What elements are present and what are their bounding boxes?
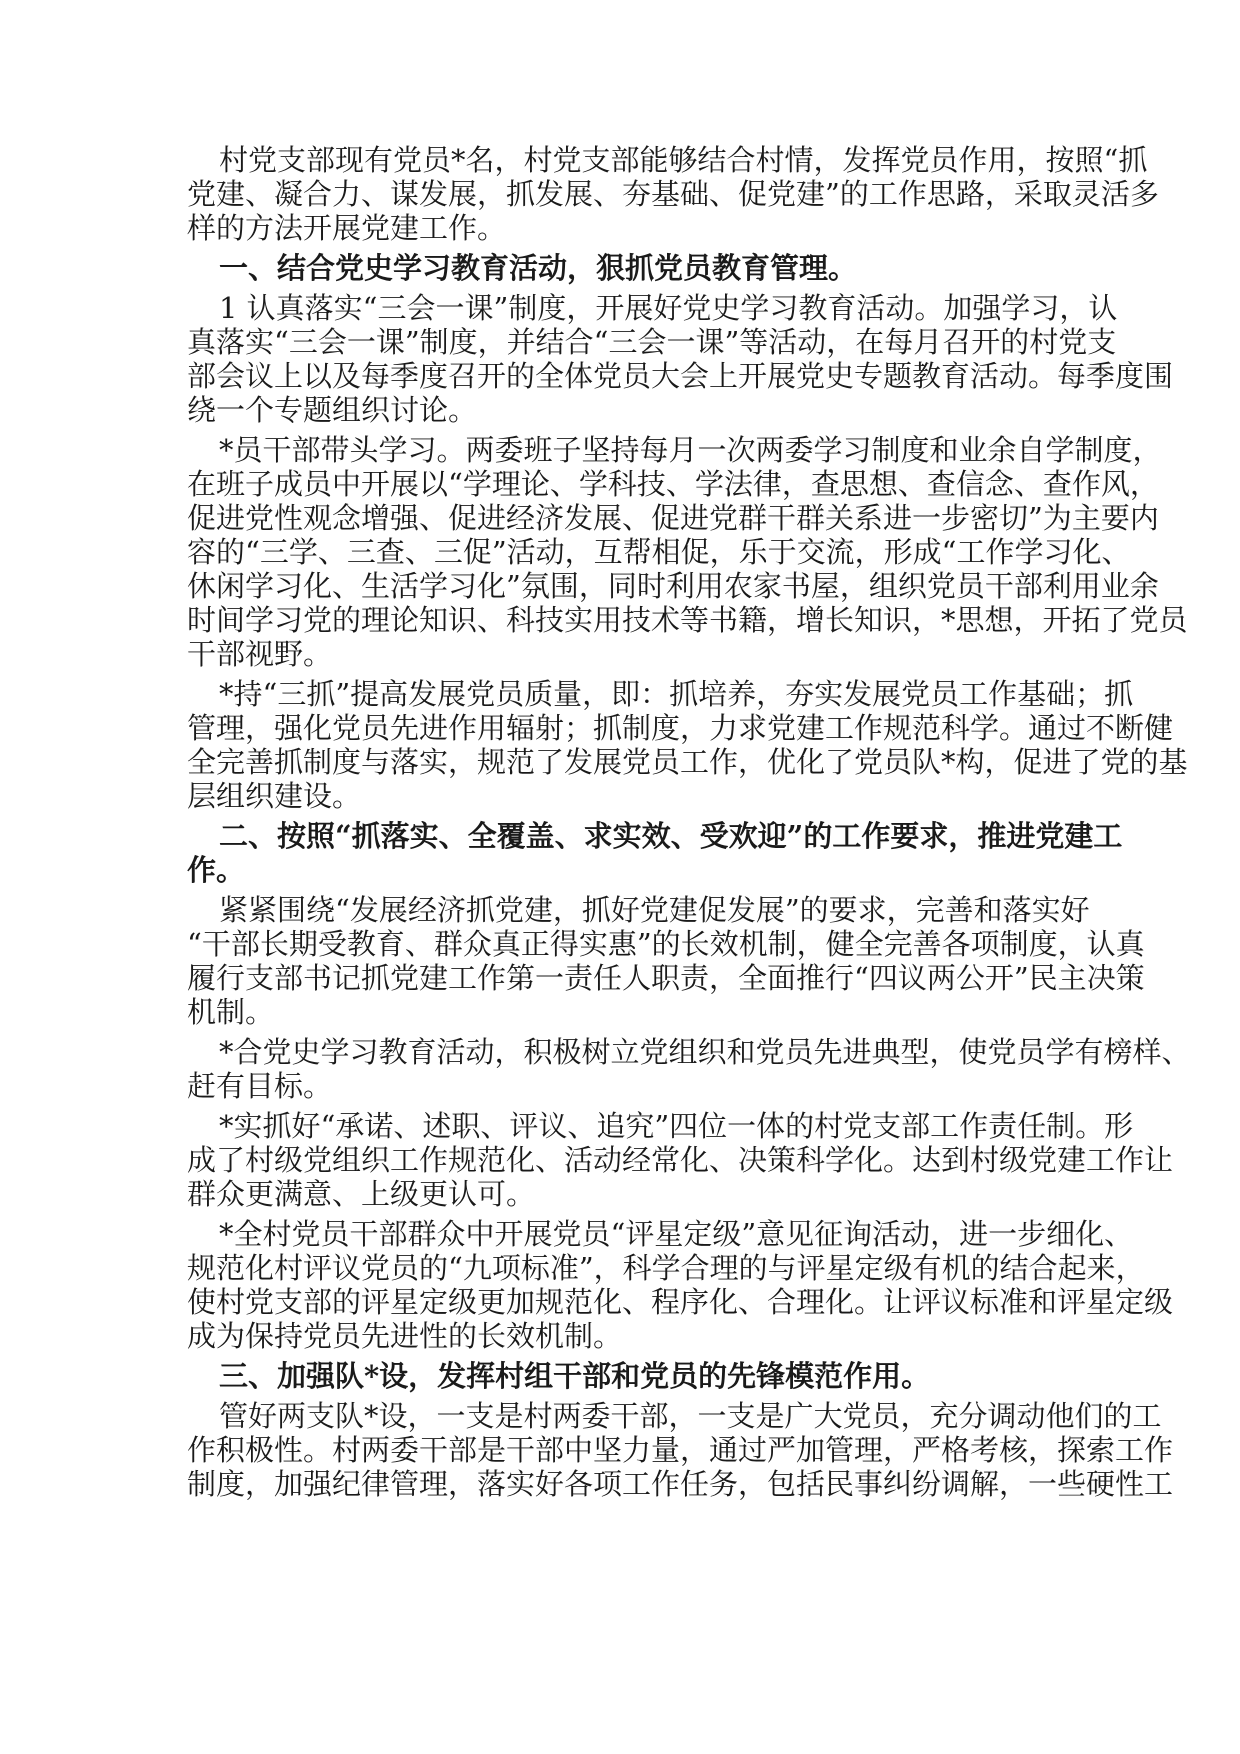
text-line: 村党支部现有党员*名，村党支部能够结合村情，发挥党员作用，按照“抓 [219,143,1148,177]
body-paragraph [187,1399,1174,1501]
text-line: *实抓好“承诺、述职、评议、追究”四位一体的村党支部工作责任制。形 [219,1109,1134,1143]
text-line: 作积极性。村两委干部是干部中坚力量，通过严加管理，严格考核，探索工作 [187,1433,1174,1467]
text-line: 时间学习党的理论知识、科技实用技术等书籍，增长知识，*思想，开拓了党员 [187,603,1188,637]
section-heading [187,1359,1055,1393]
text-line: 1 认真落实“三会一课”制度，开展好党史学习教育活动。加强学习，认 [219,291,1118,325]
text-line: *合党史学习教育活动，积极树立党组织和党员先进典型，使党员学有榜样、 [219,1035,1191,1069]
text-line: 部会议上以及每季度召开的全体党员大会上开展党史专题教育活动。每季度围 [187,359,1174,393]
text-line: *员干部带头学习。两委班子坚持每月一次两委学习制度和业余自学制度， [219,433,1162,467]
body-paragraph [187,1109,1174,1211]
text-line: 一、结合党史学习教育活动，狠抓党员教育管理。 [219,251,858,285]
text-line: 在班子成员中开展以“学理论、学科技、学法律，查思想、查信念、查作风， [187,467,1159,501]
text-line: 履行支部书记抓党建工作第一责任人职责，全面推行“四议两公开”民主决策 [187,961,1145,995]
text-line: 促进党性观念增强、促进经济发展、促进党群干群关系进一步密切”为主要内 [187,501,1159,535]
text-line: 二、按照“抓落实、全覆盖、求实效、受欢迎”的工作要求，推进党建工 [219,819,1123,853]
body-paragraph [187,143,1159,245]
text-line: 样的方法开展党建工作。 [187,211,507,245]
text-line: 全完善抓制度与落实，规范了发展党员工作，优化了党员队*构，促进了党的基 [187,745,1188,779]
text-line: *持“三抓”提高发展党员质量，即：抓培养，夯实发展党员工作基础；抓 [219,677,1134,711]
text-line: 作。 [187,853,246,887]
text-line: 干部视野。 [187,637,333,671]
text-line: 三、加强队*设，发挥村组干部和党员的先锋模范作用。 [219,1359,931,1393]
text-line: 群众更满意、上级更认可。 [187,1177,536,1211]
section-heading [187,251,1055,285]
text-line: 党建、凝合力、谋发展，抓发展、夯基础、促党建”的工作思路，采取灵活多 [187,177,1159,211]
text-line: 层组织建设。 [187,779,362,813]
text-line: 紧紧围绕“发展经济抓党建，抓好党建促发展”的要求，完善和落实好 [219,893,1090,927]
text-line: “干部长期受教育、群众真正得实惠”的长效机制，健全完善各项制度，认真 [187,927,1145,961]
text-line: 管理，强化党员先进作用辐射；抓制度，力求党建工作规范科学。通过不断健 [187,711,1174,745]
text-line: *全村党员干部群众中开展党员“评星定级”意见征询活动，进一步细化、 [219,1217,1134,1251]
text-line: 制度，加强纪律管理，落实好各项工作任务，包括民事纠纷调解，一些硬性工 [187,1467,1174,1501]
text-line: 机制。 [187,995,275,1029]
text-line: 容的“三学、三查、三促”活动，互帮相促，乐于交流，形成“工作学习化、 [187,535,1131,569]
text-line: 规范化村评议党员的“九项标准”，科学合理的与评星定级有机的结合起来， [187,1251,1145,1285]
text-line: 成为保持党员先进性的长效机制。 [187,1319,623,1353]
body-paragraph [187,893,1145,1029]
body-paragraph [187,1035,1191,1103]
text-line: 成了村级党组织工作规范化、活动经常化、决策科学化。达到村级党建工作让 [187,1143,1174,1177]
body-paragraph [187,291,1174,427]
text-line: 管好两支队*设，一支是村两委干部，一支是广大党员，充分调动他们的工 [219,1399,1162,1433]
document-page [187,143,1191,1507]
body-paragraph [187,1217,1174,1353]
section-heading [187,819,1123,887]
body-paragraph [187,433,1188,671]
text-line: 使村党支部的评星定级更加规范化、程序化、合理化。让评议标准和评星定级 [187,1285,1174,1319]
body-paragraph [187,677,1188,813]
text-line: 休闲学习化、生活学习化”氛围，同时利用农家书屋，组织党员干部利用业余 [187,569,1159,603]
text-line: 绕一个专题组织讨论。 [187,393,478,427]
text-line: 真落实“三会一课”制度，并结合“三会一课”等活动，在每月召开的村党支 [187,325,1117,359]
text-line: 赶有目标。 [187,1069,333,1103]
